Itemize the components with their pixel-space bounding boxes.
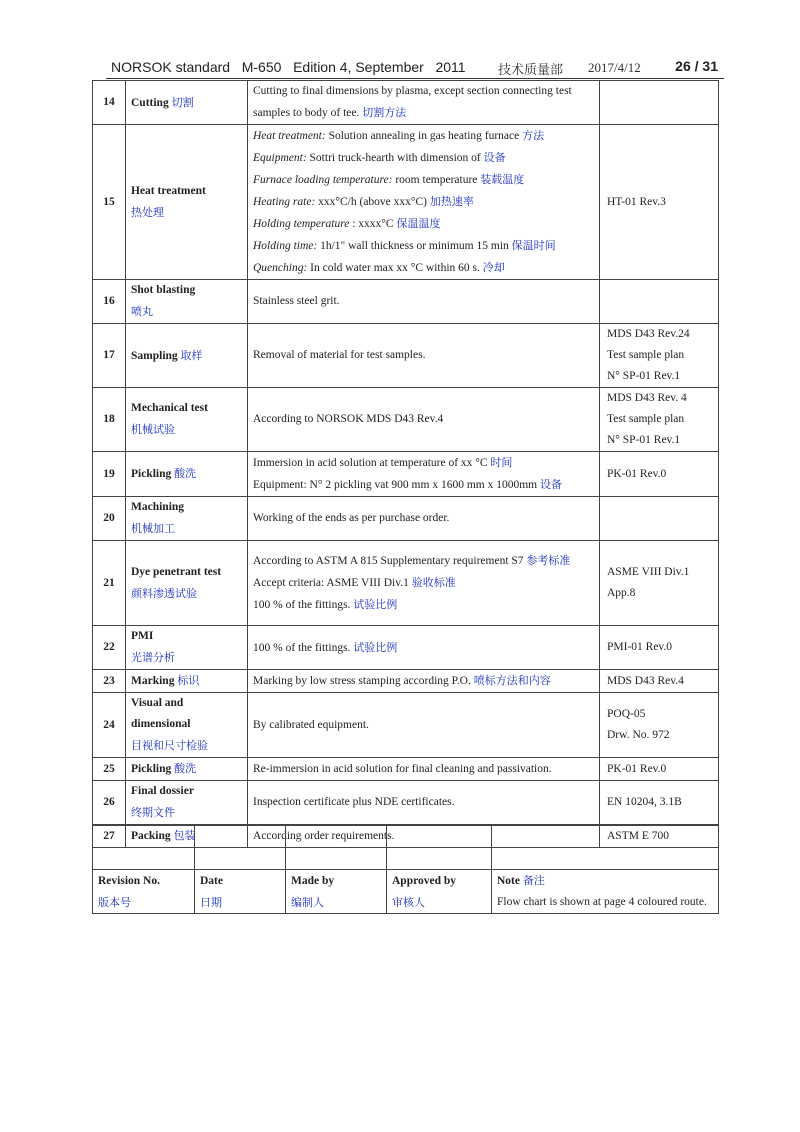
step-number: 23	[93, 670, 126, 693]
activity-name-cn: 酸洗	[174, 762, 197, 775]
reference-line: MDS D43 Rev.4	[607, 674, 684, 687]
activity-cell	[126, 541, 248, 626]
made-by-label: Made by	[291, 874, 335, 887]
activity-name-cn: 包装	[173, 829, 196, 842]
activity-name-cn: 酸洗	[174, 467, 197, 480]
activity-name-cn: 标识	[177, 674, 200, 687]
reference-cell	[600, 81, 719, 125]
description-line	[253, 191, 594, 213]
table-row	[93, 758, 719, 781]
step-number: 18	[93, 388, 126, 452]
reference-line: Test sample plan	[607, 413, 685, 425]
reference-line: PMI-01 Rev.0	[607, 641, 673, 653]
step-number: 17	[93, 324, 126, 388]
description-text: 100 % of the fittings.	[253, 641, 351, 654]
description-line	[253, 257, 594, 279]
table-row	[93, 626, 719, 670]
description-cell	[248, 125, 600, 280]
approved-by-cell	[387, 870, 492, 914]
activity-name-cn: 取样	[180, 348, 203, 362]
revision-label: Revision No.	[98, 874, 160, 887]
description-line	[253, 291, 594, 312]
activity-name: PMI	[131, 630, 154, 642]
description-cell	[248, 541, 600, 626]
activity-cell	[126, 758, 248, 781]
description-cell	[248, 280, 600, 324]
activity-name-cn: 颜料渗透试验	[131, 586, 197, 600]
step-number: 24	[93, 693, 126, 758]
description-text: room temperature	[395, 174, 478, 186]
standard-title: NORSOK standard M-650 Edition 4, September 2011	[111, 59, 466, 75]
description-text: : xxxx°C	[352, 218, 394, 230]
description-line	[253, 213, 594, 235]
reference-cell	[600, 758, 719, 781]
description-cell	[248, 670, 600, 693]
description-text: Sottri truck-hearth with dimension of	[309, 152, 481, 164]
description-line	[253, 594, 594, 616]
step-number: 16	[93, 280, 126, 324]
page-number: 26 / 31	[675, 58, 718, 74]
reference-line: Drw. No. 972	[607, 729, 670, 741]
description-cell	[248, 452, 600, 497]
description-cell	[248, 758, 600, 781]
activity-name: Pickling	[131, 763, 172, 775]
description-line	[253, 235, 594, 257]
description-text: Accept criteria: ASME VIII Div.1	[253, 577, 409, 589]
label-row	[93, 870, 719, 914]
header-date: 2017/4/12	[588, 60, 641, 75]
description-cn: 验收标准	[411, 576, 456, 589]
activity-cell	[126, 693, 248, 758]
process-table	[92, 80, 719, 848]
description-text: Inspection certificate plus NDE certificates.	[253, 796, 455, 808]
table-row	[93, 452, 719, 497]
reference-cell	[600, 693, 719, 758]
description-line	[253, 670, 594, 692]
description-line	[253, 81, 594, 124]
note-label-cn: 备注	[522, 874, 545, 887]
revision-cell	[93, 870, 195, 914]
step-number: 15	[93, 125, 126, 280]
description-text: According to NORSOK MDS D43 Rev.4	[253, 413, 444, 425]
table-row	[93, 81, 719, 125]
description-text: Marking by low stress stamping according P.O.	[253, 675, 471, 687]
approved-by-label-cn: 审核人	[392, 895, 425, 909]
reference-line: ASTM E 700	[607, 829, 669, 842]
description-cn: 保温时间	[511, 239, 556, 252]
activity-name-cn: 机械试验	[131, 423, 175, 436]
made-by-label-cn: 编制人	[291, 895, 324, 909]
table-row	[93, 541, 719, 626]
activity-name: Shot blasting	[131, 284, 196, 296]
activity-cell	[126, 280, 248, 324]
reference-line: HT-01 Rev.3	[607, 195, 666, 208]
reference-line: App.8	[607, 587, 636, 599]
activity-cell	[126, 324, 248, 388]
step-number: 19	[93, 452, 126, 497]
description-cell	[248, 693, 600, 758]
description-text: 1h/1" wall thickness or minimum 15 min	[320, 240, 509, 252]
reference-cell	[600, 497, 719, 541]
empty-row	[93, 848, 719, 870]
description-cell	[248, 81, 600, 125]
description-text: Cutting to final dimensions by plasma, except section connecting test samples to body of tee.	[253, 85, 572, 119]
activity-cell	[126, 497, 248, 541]
description-cell	[248, 324, 600, 388]
description-cn: 加热速率	[429, 195, 474, 208]
table-row	[93, 781, 719, 825]
activity-name: Heat treatment	[131, 184, 206, 197]
field-label: Quenching:	[253, 262, 308, 274]
activity-name: Cutting	[131, 96, 169, 109]
activity-name: Sampling	[131, 349, 178, 362]
field-label: Equipment:	[253, 152, 307, 164]
date-label-cn: 日期	[200, 895, 222, 909]
activity-cell	[126, 452, 248, 497]
step-number: 14	[93, 81, 126, 125]
description-cn: 装载温度	[480, 173, 525, 186]
activity-cell	[126, 388, 248, 452]
reference-line: N° SP-01 Rev.1	[607, 370, 681, 382]
activity-name: Pickling	[131, 468, 172, 480]
description-text: According order requirements.	[253, 829, 395, 842]
reference-cell	[600, 541, 719, 626]
reference-cell	[600, 324, 719, 388]
description-cn: 方法	[522, 129, 545, 142]
date-label: Date	[200, 874, 223, 887]
field-label: Heating rate:	[253, 196, 316, 208]
description-cn: 喷标方法和内容	[473, 674, 551, 687]
step-number: 25	[93, 758, 126, 781]
table-row	[93, 324, 719, 388]
page-header	[106, 58, 724, 79]
description-cn: 保温温度	[396, 217, 441, 230]
empty-row	[93, 826, 719, 848]
description-text: Re-immersion in acid solution for final cleaning and passivation.	[253, 762, 552, 775]
description-text: Immersion in acid solution at temperature of xx °C	[253, 457, 488, 469]
revision-label-cn: 版本号	[98, 895, 131, 909]
note-text: Flow chart is shown at page 4 coloured route.	[497, 896, 707, 908]
description-cn: 参考标准	[526, 554, 571, 567]
description-text: xxx°C/h (above xxx°C)	[318, 196, 428, 208]
description-cell	[248, 388, 600, 452]
description-text: Equipment: N° 2 pickling vat 900 mm x 1600 mm x 1000mm	[253, 479, 538, 491]
reference-line: POQ-05	[607, 708, 646, 720]
description-line	[253, 452, 594, 474]
description-cn: 设备	[483, 151, 506, 164]
reference-line: EN 10204, 3.1B	[607, 796, 682, 808]
description-text: By calibrated equipment.	[253, 718, 369, 731]
note-cell	[492, 870, 719, 914]
activity-name-cn: 终期文件	[131, 806, 175, 819]
made-by-cell	[286, 870, 387, 914]
description-line	[253, 637, 594, 659]
step-number: 21	[93, 541, 126, 626]
description-line	[253, 125, 594, 147]
description-text: Working of the ends as per purchase order.	[253, 512, 450, 524]
description-text: Removal of material for test samples.	[253, 349, 426, 361]
activity-name-cn: 热处理	[131, 205, 164, 219]
activity-name-cn: 光谱分析	[131, 651, 175, 664]
activity-cell	[126, 125, 248, 280]
reference-line: Test sample plan	[607, 349, 685, 361]
description-cell	[248, 781, 600, 825]
table-row	[93, 497, 719, 541]
description-line	[253, 550, 594, 572]
field-label: Furnace loading temperature:	[253, 174, 393, 186]
description-line	[253, 169, 594, 191]
description-line	[253, 759, 594, 780]
description-line	[253, 345, 594, 366]
note-label: Note	[497, 875, 520, 887]
description-cn: 切割方法	[362, 106, 407, 119]
description-cell	[248, 626, 600, 670]
step-number: 27	[93, 825, 126, 848]
description-line	[253, 409, 594, 430]
activity-cell	[126, 781, 248, 825]
reference-cell	[600, 626, 719, 670]
activity-name: Packing	[131, 830, 171, 842]
description-text: Solution annealing in gas heating furnace	[328, 130, 520, 142]
description-line	[253, 572, 594, 594]
description-text: In cold water max xx °C within 60 s.	[310, 262, 480, 274]
description-line	[253, 147, 594, 169]
activity-cell	[126, 670, 248, 693]
table-row	[93, 670, 719, 693]
reference-cell	[600, 388, 719, 452]
reference-cell	[600, 280, 719, 324]
table-row	[93, 388, 719, 452]
revision-table	[92, 825, 719, 914]
table-row	[93, 280, 719, 324]
activity-name: Final dossier	[131, 785, 194, 797]
description-text: 100 % of the fittings.	[253, 599, 351, 611]
reference-line: MDS D43 Rev.24	[607, 328, 690, 340]
activity-cell	[126, 626, 248, 670]
field-label: Heat treatment:	[253, 130, 326, 142]
table-row	[93, 693, 719, 758]
department-label: 技术质量部	[498, 63, 564, 78]
description-line	[253, 508, 594, 529]
reference-line: PK-01 Rev.0	[607, 762, 667, 775]
reference-cell	[600, 452, 719, 497]
description-line	[253, 792, 594, 813]
reference-line: ASME VIII Div.1	[607, 566, 690, 578]
activity-cell	[126, 81, 248, 125]
description-cn: 冷却	[482, 261, 505, 274]
description-cn: 时间	[490, 456, 513, 469]
reference-cell	[600, 125, 719, 280]
reference-line: PK-01 Rev.0	[607, 467, 667, 480]
field-label: Holding temperature	[253, 218, 350, 230]
description-cn: 设备	[539, 478, 562, 491]
approved-by-label: Approved by	[392, 874, 457, 887]
description-cell	[248, 497, 600, 541]
activity-name-cn: 目视和尺寸检验	[131, 739, 208, 752]
activity-name: Visual and dimensional	[131, 697, 191, 730]
date-cell	[195, 870, 286, 914]
step-number: 22	[93, 626, 126, 670]
activity-name: Dye penetrant test	[131, 565, 222, 578]
activity-name-cn: 喷丸	[131, 305, 153, 318]
step-number: 20	[93, 497, 126, 541]
description-cn: 试验比例	[353, 640, 398, 654]
reference-line: N° SP-01 Rev.1	[607, 434, 681, 446]
description-text: According to ASTM A 815 Supplementary requirement S7	[253, 555, 524, 567]
activity-name: Mechanical test	[131, 402, 208, 414]
step-number: 26	[93, 781, 126, 825]
field-label: Holding time:	[253, 240, 318, 252]
reference-cell	[600, 670, 719, 693]
description-text: Stainless steel grit.	[253, 295, 340, 307]
reference-line: MDS D43 Rev. 4	[607, 392, 687, 404]
activity-name: Machining	[131, 501, 185, 513]
activity-name-cn: 切割	[171, 95, 194, 109]
table-row	[93, 125, 719, 280]
reference-cell	[600, 781, 719, 825]
activity-name-cn: 机械加工	[131, 522, 175, 535]
description-cn: 试验比例	[353, 598, 398, 611]
activity-name: Marking	[131, 675, 175, 687]
description-line	[253, 474, 594, 496]
description-line	[253, 715, 594, 736]
